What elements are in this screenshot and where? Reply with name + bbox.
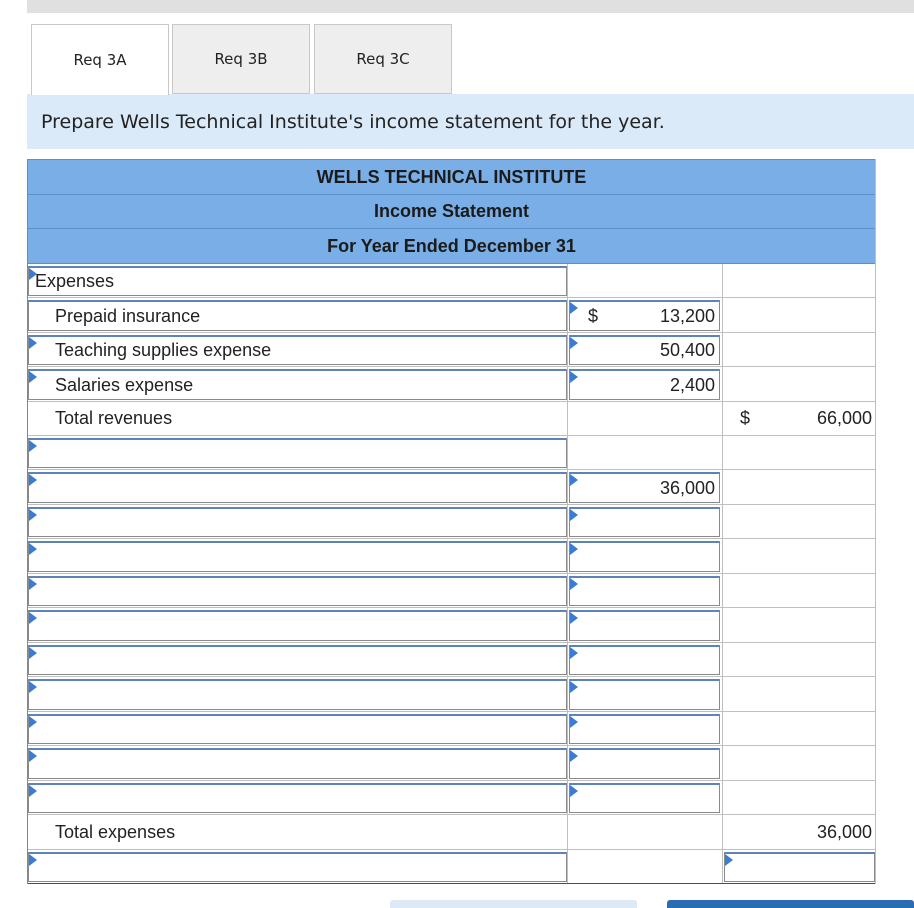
dropdown-marker-icon <box>570 302 578 314</box>
table-row <box>27 712 876 746</box>
label-input[interactable] <box>28 852 567 882</box>
table-row <box>27 298 876 333</box>
table-row <box>27 505 876 539</box>
table-row <box>27 367 876 402</box>
label-input[interactable] <box>28 541 567 572</box>
tab-req-3a[interactable] <box>31 24 169 95</box>
label-input[interactable]: Teaching supplies expense <box>28 335 567 365</box>
dropdown-marker-icon <box>570 647 578 659</box>
amount-input[interactable] <box>569 645 720 675</box>
tab-label: Req 3B <box>214 50 268 68</box>
top-bar <box>27 0 914 13</box>
table-row <box>27 574 876 608</box>
dropdown-marker-icon <box>29 750 37 762</box>
dropdown-marker-icon <box>29 647 37 659</box>
tab-label: Req 3C <box>356 50 410 68</box>
statement-period: For Year Ended December 31 <box>27 229 876 264</box>
dropdown-marker-icon <box>570 509 578 521</box>
label-input[interactable] <box>28 679 567 710</box>
amount-input[interactable] <box>569 714 720 744</box>
dropdown-marker-icon <box>29 371 37 383</box>
amount-input[interactable]: 2,400 <box>569 369 720 400</box>
table-row <box>27 677 876 712</box>
dropdown-marker-icon <box>570 612 578 624</box>
instruction-banner <box>27 94 914 149</box>
dropdown-marker-icon <box>29 854 37 866</box>
dropdown-marker-icon <box>570 337 578 349</box>
label-input[interactable] <box>28 576 567 606</box>
dropdown-marker-icon <box>570 543 578 555</box>
statement-title: Income Statement <box>27 195 876 229</box>
table-row <box>27 746 876 781</box>
label-input[interactable] <box>28 645 567 675</box>
label-input[interactable] <box>28 714 567 744</box>
amount-input[interactable] <box>569 610 720 641</box>
label-input[interactable]: Salaries expense <box>28 369 567 400</box>
amount-input[interactable]: $ 13,200 <box>569 300 720 331</box>
total-revenues-amount: 66,000 <box>816 408 872 428</box>
dropdown-marker-icon <box>570 716 578 728</box>
dropdown-marker-icon <box>570 785 578 797</box>
tab-req-3b[interactable] <box>172 24 310 94</box>
dropdown-marker-icon <box>29 716 37 728</box>
instruction-text: Prepare Wells Technical Institute's income statement for the year. <box>41 110 665 133</box>
total-expenses-amount: 36,000 <box>816 821 872 842</box>
table-row <box>27 781 876 815</box>
amount-input[interactable]: 50,400 <box>569 335 720 365</box>
table-row <box>27 264 876 298</box>
amount-input[interactable] <box>724 852 875 882</box>
dropdown-marker-icon <box>725 854 733 866</box>
dropdown-marker-icon <box>29 474 37 486</box>
previous-button[interactable] <box>390 900 637 908</box>
dropdown-marker-icon <box>29 578 37 590</box>
dropdown-marker-icon <box>29 509 37 521</box>
label-input[interactable] <box>28 748 567 779</box>
amount-input[interactable] <box>569 679 720 710</box>
dropdown-marker-icon <box>29 337 37 349</box>
label-input[interactable] <box>28 783 567 813</box>
table-row <box>27 643 876 677</box>
dropdown-marker-icon <box>29 612 37 624</box>
table-row <box>27 815 876 850</box>
label-input[interactable] <box>28 438 567 468</box>
label-input[interactable]: Prepaid insurance <box>28 300 567 331</box>
dropdown-marker-icon <box>570 474 578 486</box>
dropdown-marker-icon <box>570 750 578 762</box>
table-row <box>27 333 876 367</box>
dropdown-marker-icon <box>29 681 37 693</box>
amount-input[interactable]: 36,000 <box>569 472 720 503</box>
table-row: Total revenues $ 66,000 <box>27 402 876 436</box>
tab-label: Req 3A <box>73 51 127 69</box>
dropdown-marker-icon <box>570 578 578 590</box>
dropdown-marker-icon <box>29 440 37 452</box>
next-button[interactable] <box>667 900 914 908</box>
amount-input[interactable] <box>569 507 720 537</box>
table-row <box>27 608 876 643</box>
company-name: WELLS TECHNICAL INSTITUTE <box>27 159 876 195</box>
amount-input[interactable] <box>569 783 720 813</box>
label-input[interactable] <box>28 507 567 537</box>
dropdown-marker-icon <box>29 543 37 555</box>
label-input[interactable] <box>28 472 567 503</box>
table-row <box>27 470 876 505</box>
amount-input[interactable] <box>569 576 720 606</box>
table-row <box>27 436 876 470</box>
dropdown-marker-icon <box>29 785 37 797</box>
amount-input[interactable] <box>569 748 720 779</box>
label-input[interactable] <box>28 610 567 641</box>
label-input[interactable]: Expenses <box>28 266 567 296</box>
total-expenses-label: Total expenses <box>55 821 176 842</box>
dropdown-marker-icon <box>570 371 578 383</box>
table-row <box>27 539 876 574</box>
tab-req-3c[interactable] <box>314 24 452 94</box>
table-row <box>27 850 876 884</box>
dropdown-marker-icon <box>570 681 578 693</box>
total-revenues-label: Total revenues <box>55 408 173 428</box>
amount-input[interactable] <box>569 541 720 572</box>
